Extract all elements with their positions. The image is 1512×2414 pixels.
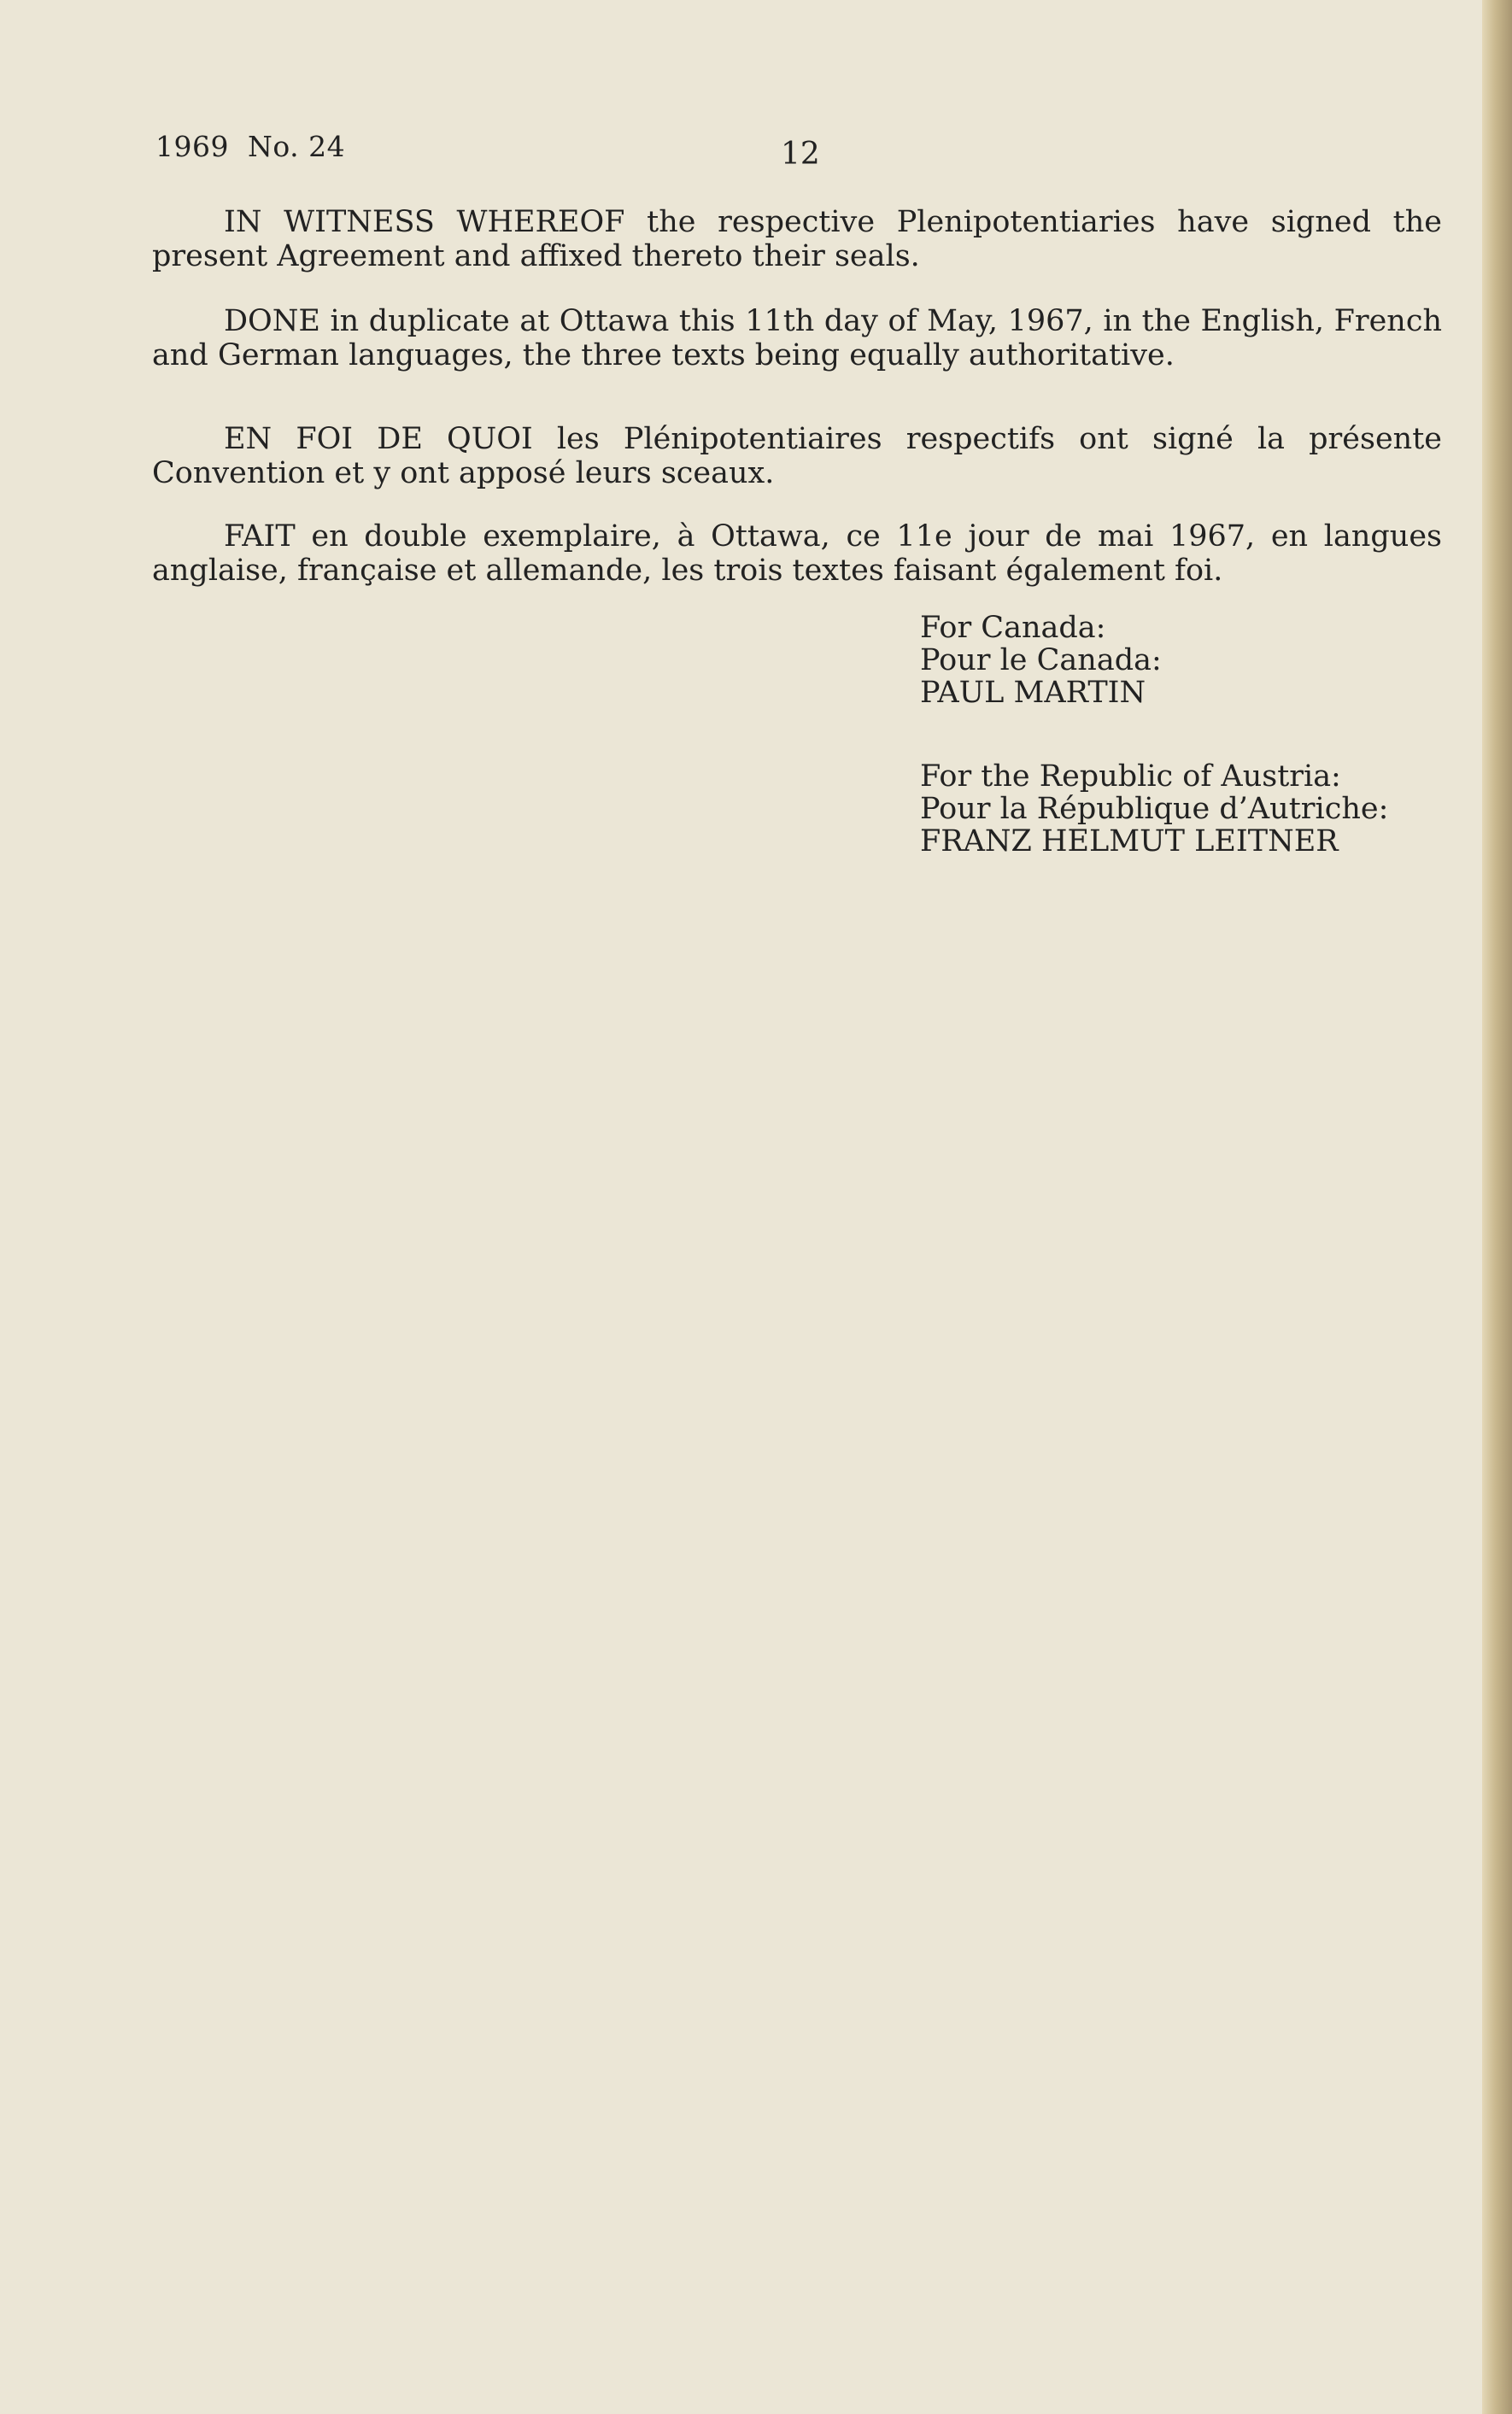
signature-block-austria [920,760,1388,858]
signature-pour-austria: Pour la République d’Autriche: [920,792,1389,826]
signature-block-canada [920,612,1162,709]
witness-paragraph-french: EN FOI DE QUOI les Plénipotentiaires respectifs ont signé la présente Convention et y ont apposé leurs sceaux. [152,422,1442,490]
book-spine-edge [1482,0,1512,2414]
page-number: 12 [781,137,820,172]
signature-pour-canada: Pour le Canada: [920,643,1162,677]
done-paragraph-french: FAIT en double exemplaire, à Ottawa, ce 11e jour de mai 1967, en langues anglaise, française et allemande, les trois textes faisant également foi. [152,519,1442,588]
witness-paragraph-english: IN WITNESS WHEREOF the respective Plenipotentiaries have signed the present Agreement and affixed thereto their seals. [152,205,1442,273]
signature-for-austria: For the Republic of Austria: [920,759,1341,794]
signatory-name-austria: FRANZ HELMUT LEITNER [920,824,1339,858]
done-paragraph-english: DONE in duplicate at Ottawa this 11th day of May, 1967, in the English, French and German languages, the three texts being equally authoritative. [152,304,1442,372]
signature-for-canada: For Canada: [920,611,1106,645]
document-reference: 1969 No. 24 [155,130,346,163]
signatory-name-canada: PAUL MARTIN [920,676,1146,710]
